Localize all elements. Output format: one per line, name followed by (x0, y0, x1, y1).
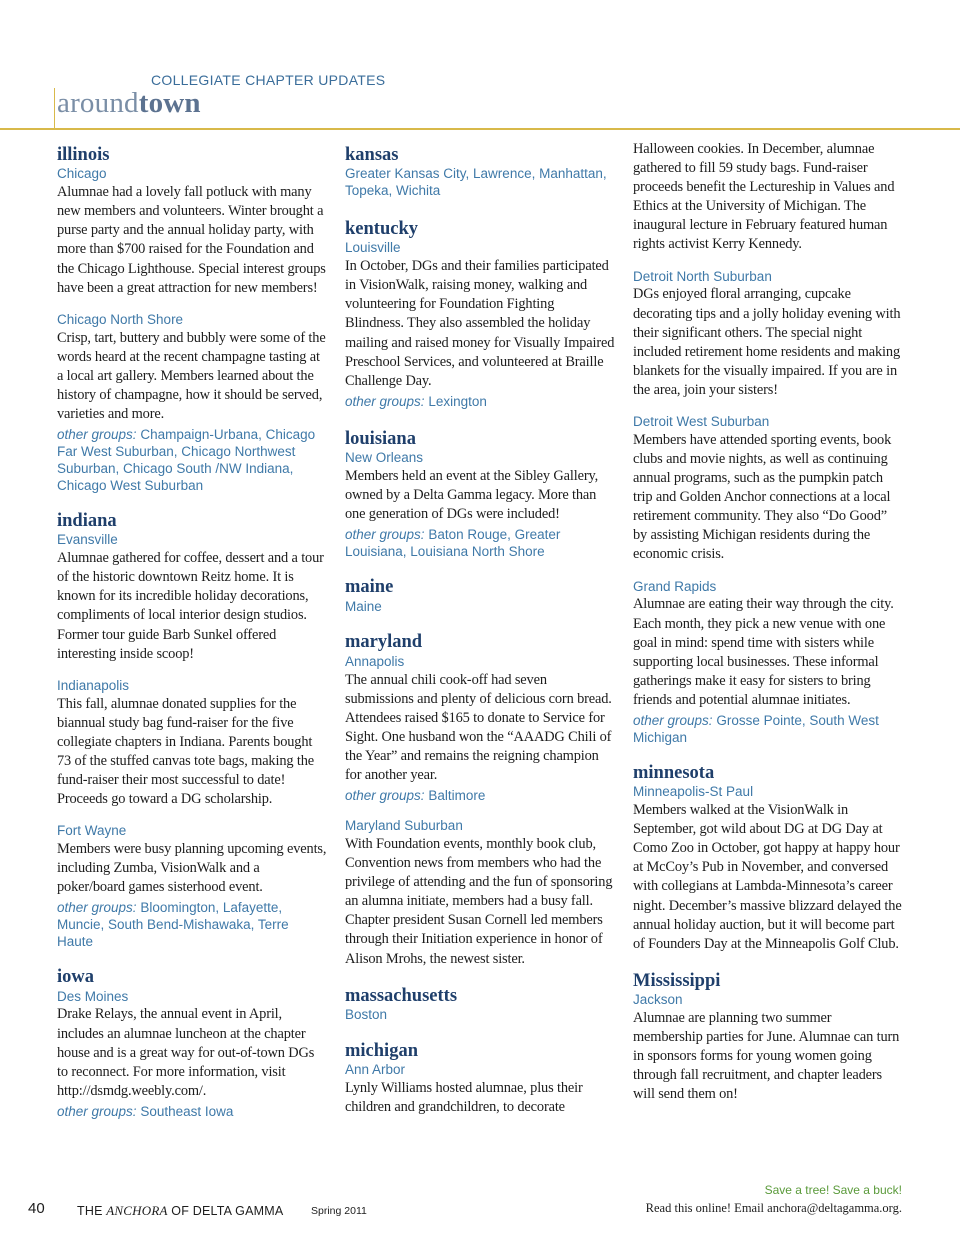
section-minnesota (633, 763, 903, 954)
state-heading: kentucky (345, 219, 418, 240)
other-groups-list: Champaign-Urbana, Chicago Far West Suburban, Chicago Northwest Suburban, Chicago South /NW Indiana, Chicago West Suburban (57, 427, 316, 494)
state-heading: Mississippi (633, 970, 721, 991)
state-heading: indiana (57, 511, 117, 532)
entry-text: Members walked at the VisionWalk in September, got wild about DG at DG Day at Como Zoo in October, got happy at happy hour at McCoy’s Pub in November, and conversed with collegians at Lambda-Minnesota’s career night. December’s massive blizzard delayed the annual holiday auction, but it will become part of Founders Day at the Minneapolis Golf Club. (633, 802, 902, 952)
entry-text: This fall, alumnae donated supplies for the biannual study bag fund-raiser for the five collegiate chapters in Indiana. Parents bought 73 of the stuffed canvas tote bags, making the fund-raiser their most successful to date! Proceeds go toward a DG scholarship. (57, 695, 314, 808)
entry-text: Members have attended sporting events, book clubs and movie nights, as well as continuing annual programs, such as the pumpkin patch trip and Golden Anchor connections at a local retirement community. They also “Do Good” by assisting Michigan residents during the economic crisis. (633, 431, 892, 563)
section-michigan-continued (633, 140, 903, 746)
city-heading: Indianapolis (57, 677, 130, 693)
section-maine (345, 577, 615, 615)
city-heading: Annapolis (345, 653, 405, 669)
other-groups-label: other groups: (633, 712, 713, 728)
city-heading: Ann Arbor (345, 1062, 406, 1078)
entry-text: Alumnae are planning two summer membership parties for June. Alumnae can turn in sponsors forms for young women going through fall recruitment, and chapter leaders will send them on! (633, 1010, 900, 1103)
state-heading: michigan (345, 1040, 418, 1061)
save-tree-note: Save a tree! Save a buck! (764, 1183, 902, 1197)
header-rule (0, 128, 960, 130)
section-mississippi (633, 971, 903, 1105)
entry-text: Members were busy planning upcoming events, including Zumba, VisionWalk and a poker/board games sisterhood event. (57, 841, 327, 896)
state-heading: louisiana (345, 428, 416, 449)
section-michigan (345, 1041, 615, 1117)
section-kansas (345, 145, 615, 200)
entry-text: Crisp, tart, buttery and bubbly were some of the words heard at the recent champagne tasting at a local art gallery. Members learned about the history of champagne, how it should be served, varieties and more. (57, 329, 326, 422)
column-2 (345, 140, 615, 1117)
state-heading: illinois (57, 145, 110, 165)
city-heading: Minneapolis-St Paul (633, 784, 754, 800)
entry-text: Alumnae gathered for coffee, dessert and a tour of the historic downtown Reitz home. It is known for its incredible holiday decorations, compliments of local interior design studios. Former tour guide Barb Sunkel offered interesting inside scoop! (57, 550, 324, 662)
issue-date: Spring 2011 (311, 1205, 367, 1217)
entry-text: Alumnae had a lovely fall potluck with many new members and volunteers. Winter brought a purse party and the annual holiday party, with more than $700 raised for the Foundation and the Chicago Lighthouse. Special interest groups have been a great attraction for new members! (57, 184, 326, 296)
page-title (57, 88, 201, 120)
city-heading: New Orleans (345, 450, 424, 466)
read-online-note: Read this online! Email anchora@deltagamma.org. (645, 1201, 902, 1215)
entry-text: Members held an event at the Sibley Gallery, owned by a Delta Gamma legacy. More than one generation of DGs were included! (345, 467, 599, 523)
entry-text: The annual chili cook-off had seven submissions and plenty of delicious corn bread. Attendees raised $165 to donate to Service for Sight. One husband won the “AAADG Chili of the Year” and remains the reigning champion for another year. (345, 671, 612, 783)
section-iowa (57, 967, 327, 1120)
entry-text: In October, DGs and their families participated in VisionWalk, raising money, walking and volunteering for Foundation Fighting Blindness. They also assembled the holiday mailing and raised money for Visually Impaired Preschool Services, and volunteered at Braille Challenge Day. (345, 258, 615, 389)
section-maryland (345, 632, 615, 968)
other-groups-label: other groups: (57, 427, 137, 443)
page-number: 40 (28, 1200, 45, 1217)
other-groups (345, 787, 615, 804)
state-heading: massachusetts (345, 985, 458, 1006)
city-heading: Grand Rapids (633, 578, 717, 594)
other-groups (345, 526, 615, 560)
pub-italic: ANCHORA (106, 1203, 168, 1218)
other-groups-label: other groups: (57, 900, 137, 916)
entry-text: Alumnae are eating their way through the city. Each month, they pick a new venue with one goal in mind: spend time with sisters while supporting local businesses. These informal gatherings make it easy for sisters to bring friends and potential alumnae initiates. (633, 596, 894, 708)
pub-prefix: THE (77, 1204, 107, 1218)
state-heading: maryland (345, 632, 423, 653)
other-groups-list: Baltimore (428, 788, 486, 804)
entry-text: DGs enjoyed floral arranging, cupcake decorating tips and a jolly holiday evening with their significant others. The special night included retirement home residents and making blankets for the visually impaired. If you are in the area, join your sisters! (633, 286, 901, 398)
city-heading: Detroit West Suburban (633, 414, 770, 429)
section-kicker: COLLEGIATE CHAPTER UPDATES (151, 72, 386, 88)
city-heading: Fort Wayne (57, 823, 127, 839)
other-groups (633, 712, 903, 746)
publication-name (77, 1203, 283, 1219)
other-groups (57, 426, 327, 494)
pub-suffix: OF DELTA GAMMA (167, 1204, 284, 1218)
column-3 (633, 140, 903, 1104)
city-heading: Maryland Suburban (345, 818, 463, 834)
city-heading: Evansville (57, 532, 118, 548)
other-groups (57, 1103, 327, 1120)
entry-text: With Foundation events, monthly book club, Convention news from members who had the privilege of attending and the fun of sponsoring an alumna initiate, members had a busy fall. Chapter president Susan Cornell led members through their Initiation experience in honor of Alison Mrohs, the newest sister. (345, 835, 613, 967)
other-groups-label: other groups: (57, 1103, 137, 1119)
column-1 (57, 140, 327, 1120)
section-illinois (57, 145, 327, 494)
entry-text: Halloween cookies. In December, alumnae gathered to fill 59 study bags. Fund-raiser proceeds benefit the Lectureship in Values and Ethics at the University of Michigan. The inaugural lecture in February featured human rights activist Kerry Kennedy. (633, 141, 895, 253)
state-heading: minnesota (633, 762, 715, 783)
title-light: around (57, 87, 139, 119)
city-heading: Maine (345, 598, 382, 614)
city-heading: Louisville (345, 240, 401, 256)
city-heading: Chicago North Shore (57, 311, 184, 327)
header-vertical-rule (54, 88, 55, 130)
section-louisiana (345, 429, 615, 560)
city-heading: Detroit North Suburban (633, 268, 772, 284)
entry-text: Drake Relays, the annual event in April, includes an alumnae luncheon at the chapter house and is a great way for out-of-town DGs to reconnect. For more information, visit http://dsmdg.weebly.com/. (57, 1006, 315, 1099)
other-groups-list: Bloomington, Lafayette, Muncie, South Bend-Mishawaka, Terre Haute (57, 900, 289, 950)
other-groups (57, 899, 327, 950)
state-heading: kansas (345, 145, 399, 165)
other-groups-list: Baton Rouge, Greater Louisiana, Louisiana North Shore (345, 527, 561, 560)
city-heading: Chicago (57, 166, 107, 182)
title-bold: town (138, 87, 201, 119)
other-groups-list: Lexington (428, 393, 487, 409)
state-heading: iowa (57, 967, 94, 988)
other-groups-label: other groups: (345, 788, 425, 804)
other-groups-list: Grosse Pointe, South West Michigan (633, 712, 879, 745)
section-kentucky (345, 219, 615, 410)
other-groups-list: Southeast Iowa (140, 1103, 234, 1119)
city-heading: Boston (345, 1006, 388, 1022)
city-heading: Des Moines (57, 988, 129, 1004)
section-massachusetts (345, 986, 615, 1024)
other-groups-label: other groups: (345, 527, 425, 543)
state-heading: maine (345, 577, 394, 598)
other-groups (345, 393, 615, 410)
city-heading: Jackson (633, 992, 683, 1008)
city-heading: Greater Kansas City, Lawrence, Manhattan, Topeka, Wichita (345, 166, 607, 199)
entry-text: Lynly Williams hosted alumnae, plus their children and grandchildren, to decorate (345, 1079, 583, 1115)
section-indiana (57, 511, 327, 950)
other-groups-label: other groups: (345, 393, 425, 409)
